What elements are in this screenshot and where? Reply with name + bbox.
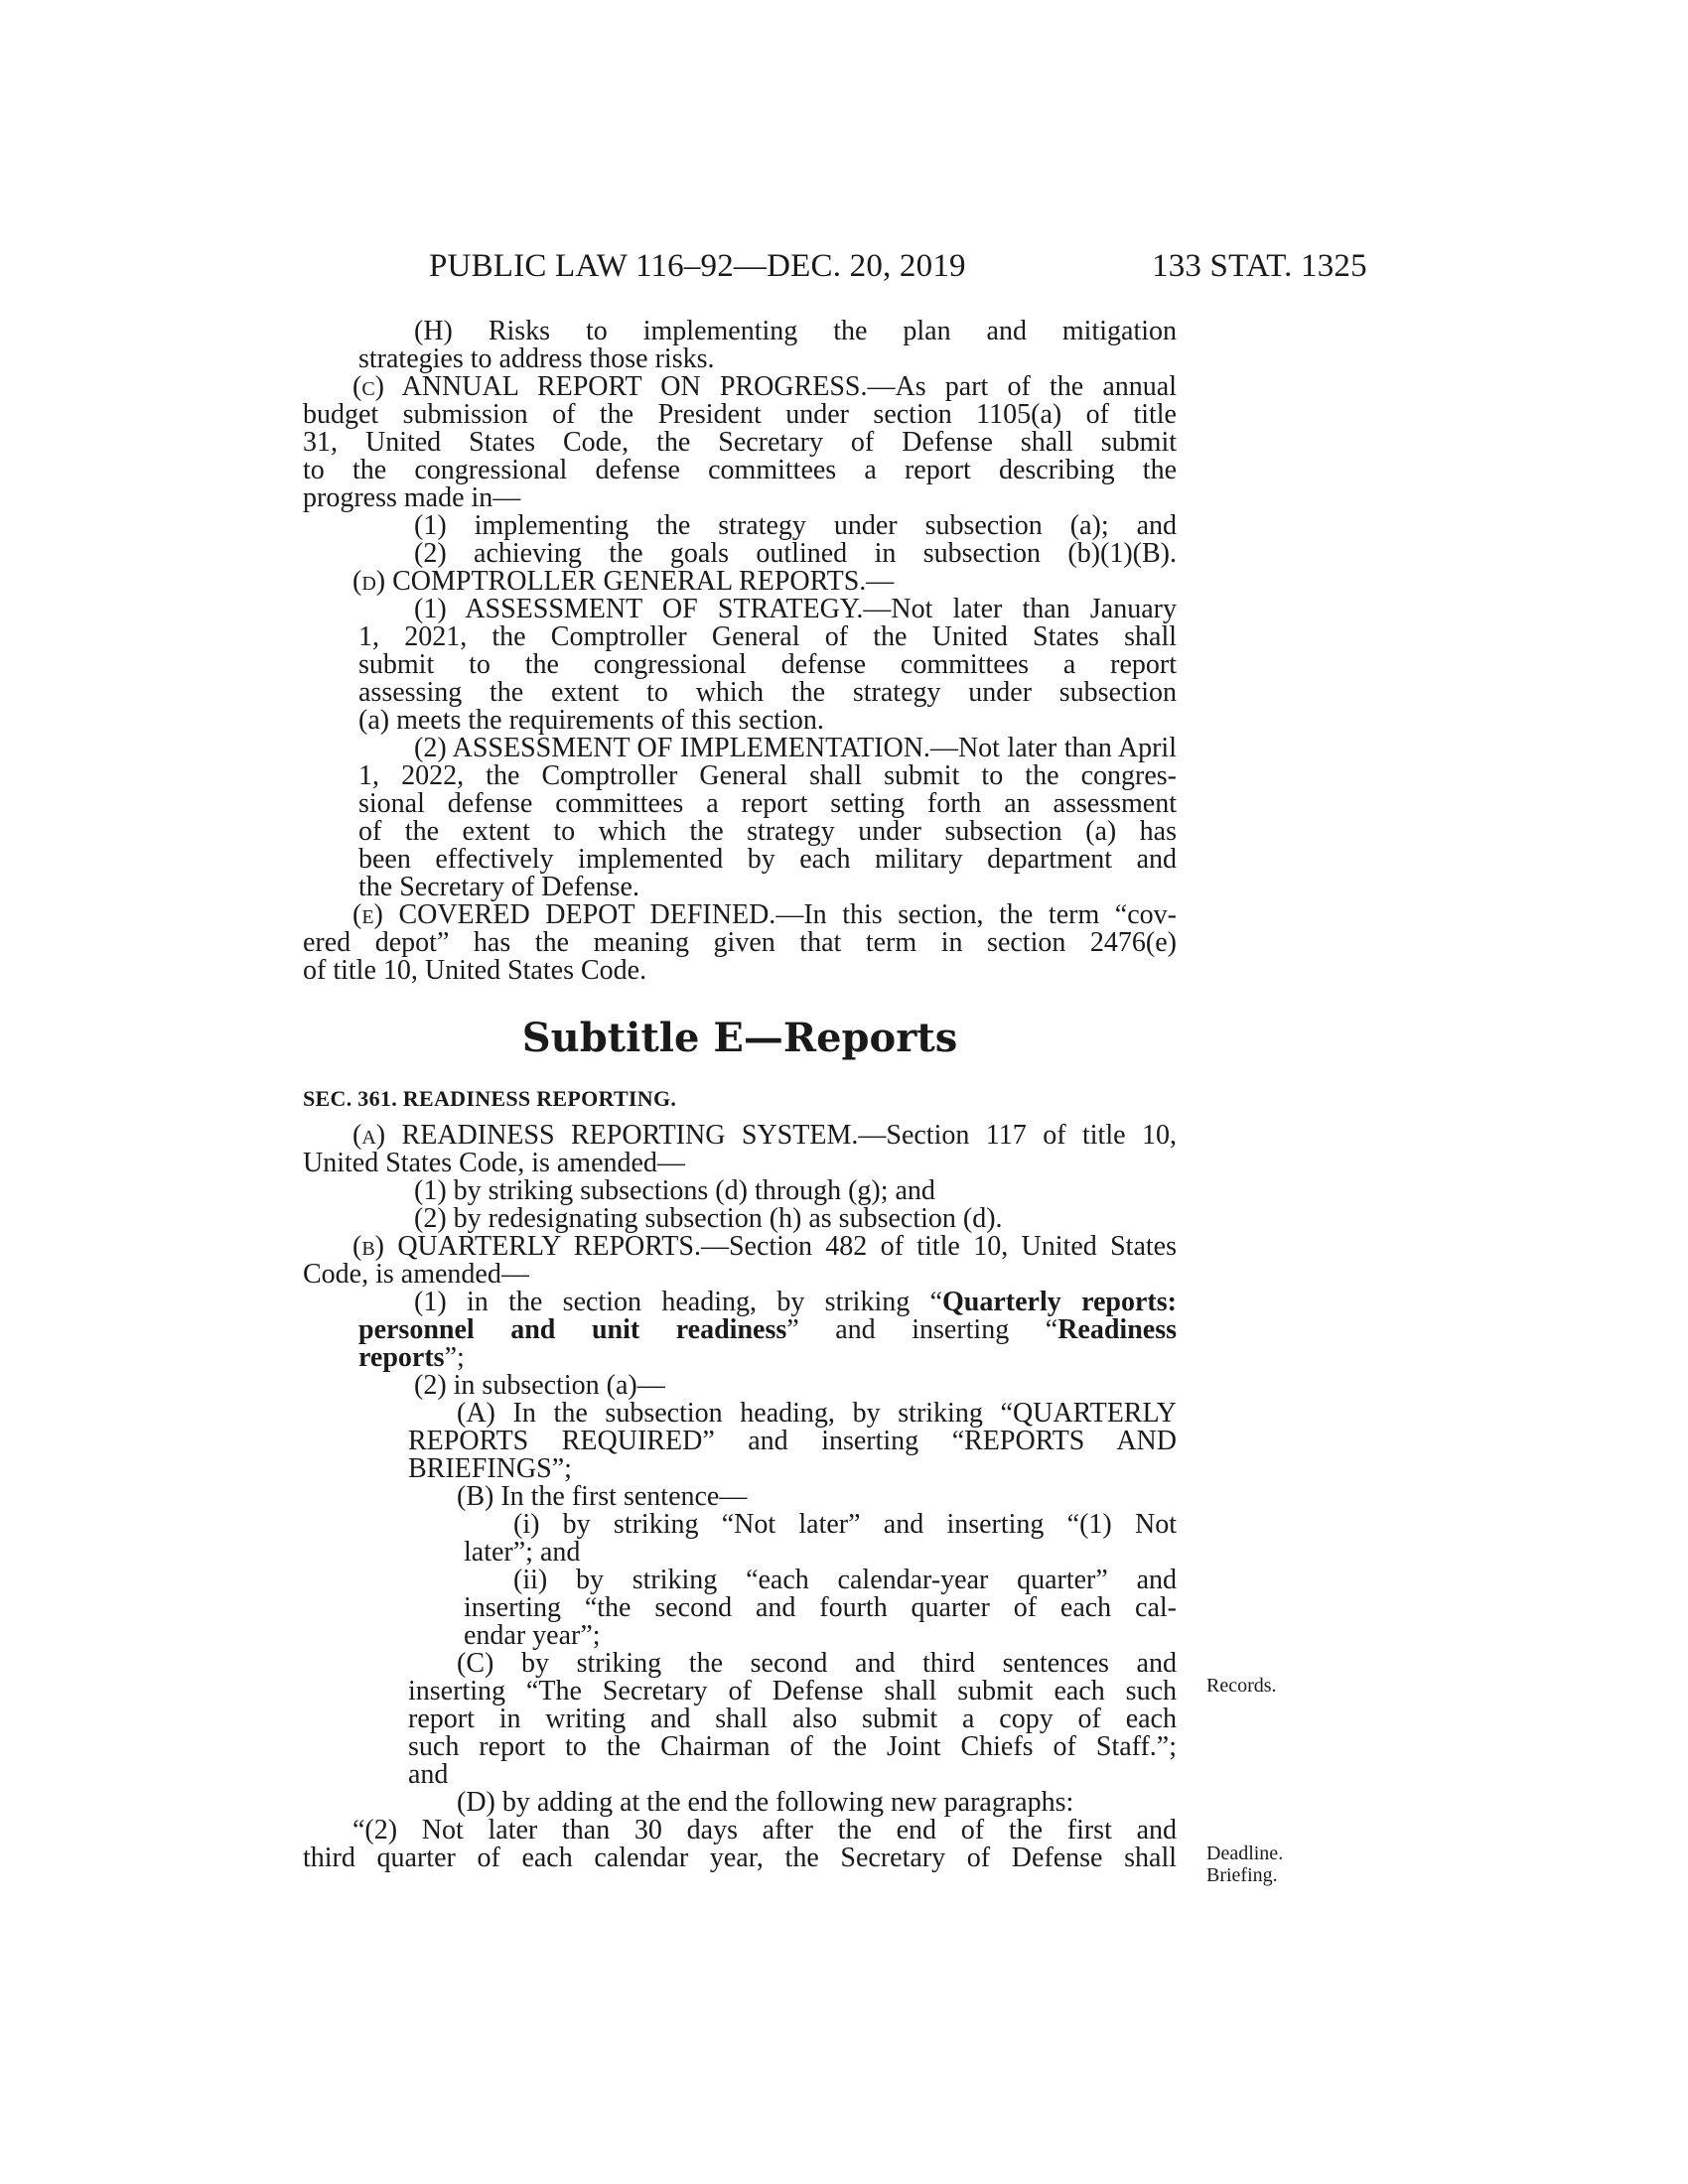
paragraph-heading: (2) ASSESSMENT OF IMPLEMENTATION. (414, 733, 930, 763)
text-line: (2) by redesignating subsection (h) as subsection (d). (414, 1203, 1003, 1234)
text-line: to the congressional defense committees a report describing the (303, 455, 1177, 485)
text-run: (1) in the section heading, by striking “ (414, 1287, 942, 1317)
text-run: ”; (551, 1453, 572, 1484)
small-caps-text: BRIEFINGS (408, 1453, 552, 1484)
text-line (303, 373, 1177, 401)
text-line: and (408, 1759, 449, 1790)
text-line (303, 568, 1177, 596)
text-line (303, 735, 1177, 762)
text-line: later”; and (464, 1537, 581, 1568)
paragraph-heading: (d) COMPTROLLER GENERAL REPORTS. (352, 566, 867, 597)
text-run: —Not later than January (863, 594, 1177, 624)
bold-text: Quarterly reports: (942, 1287, 1177, 1317)
small-caps-text: QUARTERLY (1012, 1398, 1177, 1429)
text-line: been effectively implemented by each military department and (358, 844, 1177, 875)
text-line: (C) by striking the second and third sentences and (457, 1648, 1177, 1679)
text-line (303, 1344, 1177, 1372)
paragraph-heading: (b) QUARTERLY REPORTS. (352, 1231, 701, 1262)
text-line (303, 1316, 1177, 1344)
text-line: (a) meets the requirements of this section. (358, 705, 824, 736)
text-line: (B) In the first sentence— (457, 1481, 748, 1512)
small-caps-text: REPORTS REQUIRED (408, 1426, 703, 1456)
text-line (303, 901, 1177, 929)
text-line: (ii) by striking “each calendar-year quarter” and (513, 1565, 1177, 1595)
text-run: —In this section, the term “cov- (775, 899, 1177, 930)
text-line: Code, is amended— (303, 1259, 529, 1290)
bold-text: personnel and unit readiness (358, 1314, 787, 1345)
text-run: —Section 117 of title 10, (858, 1120, 1177, 1151)
text-line: 31, United States Code, the Secretary of Defense shall submit (303, 427, 1177, 458)
text-line: 1, 2022, the Comptroller General shall submit to the congres- (358, 760, 1177, 791)
text-line: sional defense committees a report setting forth an assessment (358, 788, 1177, 819)
paragraph-heading: (e) COVERED DEPOT DEFINED. (352, 899, 776, 930)
text-line: third quarter of each calendar year, the Secretary of Defense shall (303, 1843, 1177, 1873)
text-line (303, 1122, 1177, 1150)
running-head: PUBLIC LAW 116–92—DEC. 20, 2019 (429, 248, 966, 284)
text-line: (i) by striking “Not later” and inserting “(1) Not (513, 1509, 1177, 1540)
margin-note-deadline-briefing (1206, 1843, 1283, 1886)
text-run: —Not later than April (929, 733, 1177, 763)
text-line (303, 1289, 1177, 1316)
text-run: ”; (444, 1342, 465, 1373)
paragraph-heading: (a) READINESS REPORTING SYSTEM. (352, 1120, 859, 1151)
margin-note-briefing: Briefing. (1206, 1864, 1278, 1886)
page-citation: 133 STAT. 1325 (1152, 248, 1367, 284)
text-line: assessing the extent to which the strategy under subsection (358, 677, 1177, 708)
text-line (303, 1428, 1177, 1455)
text-line: of title 10, United States Code. (303, 955, 647, 986)
margin-note-records: Records. (1206, 1675, 1277, 1697)
text-line: report in writing and shall also submit a copy of each (408, 1704, 1177, 1734)
margin-note-deadline: Deadline. (1206, 1843, 1284, 1864)
text-run: —Section 482 of title 10, United States (700, 1231, 1177, 1262)
small-caps-text: REPORTS AND (964, 1426, 1177, 1456)
text-line: the Secretary of Defense. (358, 872, 639, 902)
text-line: “(2) Not later than 30 days after the end of the first and (352, 1815, 1177, 1845)
text-line: submit to the congressional defense committees a report (358, 649, 1177, 680)
paragraph-heading: (1) ASSESSMENT OF STRATEGY. (414, 594, 864, 624)
text-line: United States Code, is amended— (303, 1148, 685, 1178)
text-line: (H) Risks to implementing the plan and mitigation (414, 316, 1177, 346)
text-line: (D) by adding at the end the following new paragraphs: (457, 1787, 1074, 1818)
text-line: strategies to address those risks. (358, 343, 715, 374)
text-line: (2) in subsection (a)— (414, 1370, 665, 1401)
text-line: (1) implementing the strategy under subsection (a); and (414, 510, 1177, 541)
subtitle-heading: Subtitle E—Reports (521, 1015, 958, 1061)
text-line: ered depot” has the meaning given that term in section 2476(e) (303, 927, 1177, 958)
text-line: (2) achieving the goals outlined in subsection (b)(1)(B). (414, 538, 1177, 569)
text-run: (A) In the subsection heading, by striking “ (457, 1398, 1013, 1429)
text-run: —As part of the annual (867, 371, 1177, 402)
text-line: budget submission of the President under section 1105(a) of title (303, 399, 1177, 430)
text-line: such report to the Chairman of the Joint Chiefs of Staff.”; (408, 1731, 1177, 1762)
text-line: (1) by striking subsections (d) through (g); and (414, 1175, 935, 1206)
bold-text: Readiness (1057, 1314, 1177, 1345)
text-line (303, 1400, 1177, 1428)
text-line: of the extent to which the strategy under subsection (a) has (358, 816, 1177, 847)
text-line (303, 596, 1177, 623)
text-line: progress made in— (303, 482, 521, 513)
bold-text: reports (358, 1342, 445, 1373)
text-line (303, 1233, 1177, 1261)
text-run: — (866, 566, 895, 597)
document-body (303, 318, 1177, 1872)
paragraph-heading: (c) ANNUAL REPORT ON PROGRESS. (352, 371, 868, 402)
section-heading: SEC. 361. READINESS REPORTING. (303, 1086, 677, 1111)
text-run: ” and inserting “ (702, 1426, 965, 1456)
text-line: inserting “the second and fourth quarter of each cal- (464, 1592, 1177, 1623)
text-line: endar year”; (464, 1620, 601, 1651)
text-run: ” and inserting “ (786, 1314, 1058, 1345)
text-line: 1, 2021, the Comptroller General of the United States shall (358, 621, 1177, 652)
text-line: inserting “The Secretary of Defense shall submit each such (408, 1676, 1177, 1706)
text-line (303, 1455, 1177, 1483)
